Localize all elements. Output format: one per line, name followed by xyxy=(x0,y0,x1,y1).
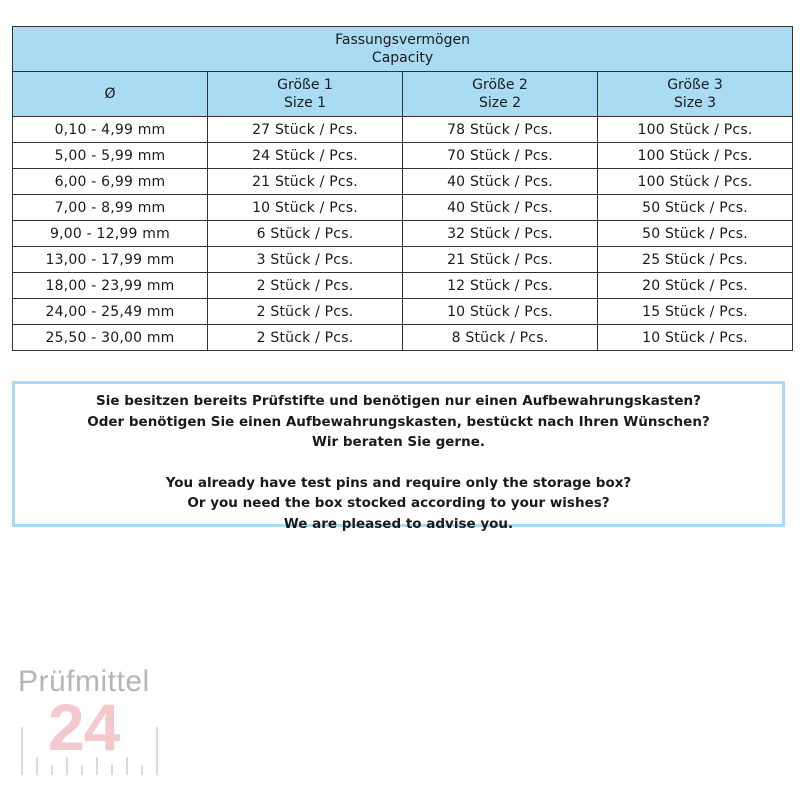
table-row xyxy=(13,299,793,325)
size-2-cell: 32 Stück / Pcs. xyxy=(403,221,598,247)
diameter-range-cell: 24,00 - 25,49 mm xyxy=(13,299,208,325)
diameter-range-cell: 5,00 - 5,99 mm xyxy=(13,143,208,169)
size-3-cell: 25 Stück / Pcs. xyxy=(598,247,793,273)
table-title-de: Fassungsvermögen xyxy=(335,32,470,48)
info-line-de-2: Oder benötigen Sie einen Aufbewahrungskasten, bestückt nach Ihren Wünschen? xyxy=(87,413,710,430)
diameter-range-cell: 25,50 - 30,00 mm xyxy=(13,325,208,351)
table-row xyxy=(13,195,793,221)
diameter-range-cell: 9,00 - 12,99 mm xyxy=(13,221,208,247)
column-header-label: Ø xyxy=(104,86,116,102)
size-3-cell: 50 Stück / Pcs. xyxy=(598,221,793,247)
column-header-label-en: Size 1 xyxy=(283,95,327,111)
table-row xyxy=(13,117,793,143)
size-2-cell: 78 Stück / Pcs. xyxy=(403,117,598,143)
size-2-cell: 70 Stück / Pcs. xyxy=(403,143,598,169)
info-line-en-2: Or you need the box stocked according to your wishes? xyxy=(187,495,610,511)
column-header-label-de: Größe 1 xyxy=(277,77,333,93)
size-2-cell: 8 Stück / Pcs. xyxy=(403,325,598,351)
size-3-cell: 100 Stück / Pcs. xyxy=(598,143,793,169)
column-header-label-de: Größe 2 xyxy=(472,77,528,93)
info-line-de-1: Sie besitzen bereits Prüfstifte und benötigen nur einen Aufbewahrungskasten? xyxy=(96,393,701,409)
column-header-size-3 xyxy=(598,72,793,117)
size-3-cell: 50 Stück / Pcs. xyxy=(598,195,793,221)
info-line-en-1: You already have test pins and require only the storage box? xyxy=(165,474,632,491)
diameter-range-cell: 13,00 - 17,99 mm xyxy=(13,247,208,273)
size-1-cell: 2 Stück / Pcs. xyxy=(208,299,403,325)
pruefmittel24-logo xyxy=(18,665,168,785)
table-row xyxy=(13,221,793,247)
size-1-cell: 2 Stück / Pcs. xyxy=(208,325,403,351)
diameter-range-cell: 7,00 - 8,99 mm xyxy=(13,195,208,221)
size-2-cell: 40 Stück / Pcs. xyxy=(403,195,598,221)
size-1-cell: 27 Stück / Pcs. xyxy=(208,117,403,143)
info-line-en-3: We are pleased to advise you. xyxy=(283,515,514,532)
info-box xyxy=(12,381,785,532)
size-2-cell: 12 Stück / Pcs. xyxy=(403,273,598,299)
size-1-cell: 6 Stück / Pcs. xyxy=(208,221,403,247)
size-3-cell: 100 Stück / Pcs. xyxy=(598,169,793,195)
table-row xyxy=(13,325,793,351)
info-line-de-3: Wir beraten Sie gerne. xyxy=(312,434,485,450)
column-header-diameter xyxy=(13,72,208,117)
column-header-label-en: Size 2 xyxy=(478,95,522,111)
column-header-label-en: Size 3 xyxy=(673,95,717,111)
diameter-range-cell: 0,10 - 4,99 mm xyxy=(13,117,208,143)
size-3-cell: 20 Stück / Pcs. xyxy=(598,273,793,299)
size-3-cell: 100 Stück / Pcs. xyxy=(598,117,793,143)
info-spacer xyxy=(15,453,782,473)
column-header-size-1 xyxy=(208,72,403,117)
table-row xyxy=(13,273,793,299)
column-header-size-2 xyxy=(403,72,598,117)
logo-number: 24 xyxy=(48,690,120,764)
table-title-en: Capacity xyxy=(371,50,434,66)
size-3-cell: 10 Stück / Pcs. xyxy=(598,325,793,351)
size-2-cell: 10 Stück / Pcs. xyxy=(403,299,598,325)
size-1-cell: 10 Stück / Pcs. xyxy=(208,195,403,221)
size-2-cell: 21 Stück / Pcs. xyxy=(403,247,598,273)
diameter-range-cell: 6,00 - 6,99 mm xyxy=(13,169,208,195)
table-title xyxy=(13,27,793,72)
size-1-cell: 3 Stück / Pcs. xyxy=(208,247,403,273)
column-header-label-de: Größe 3 xyxy=(667,77,723,93)
size-1-cell: 24 Stück / Pcs. xyxy=(208,143,403,169)
table-row xyxy=(13,143,793,169)
logo-text: Prüfmittel xyxy=(18,665,150,698)
size-2-cell: 40 Stück / Pcs. xyxy=(403,169,598,195)
table-row xyxy=(13,169,793,195)
size-3-cell: 15 Stück / Pcs. xyxy=(598,299,793,325)
capacity-table xyxy=(12,26,793,351)
diameter-range-cell: 18,00 - 23,99 mm xyxy=(13,273,208,299)
table-row xyxy=(13,247,793,273)
size-1-cell: 2 Stück / Pcs. xyxy=(208,273,403,299)
size-1-cell: 21 Stück / Pcs. xyxy=(208,169,403,195)
